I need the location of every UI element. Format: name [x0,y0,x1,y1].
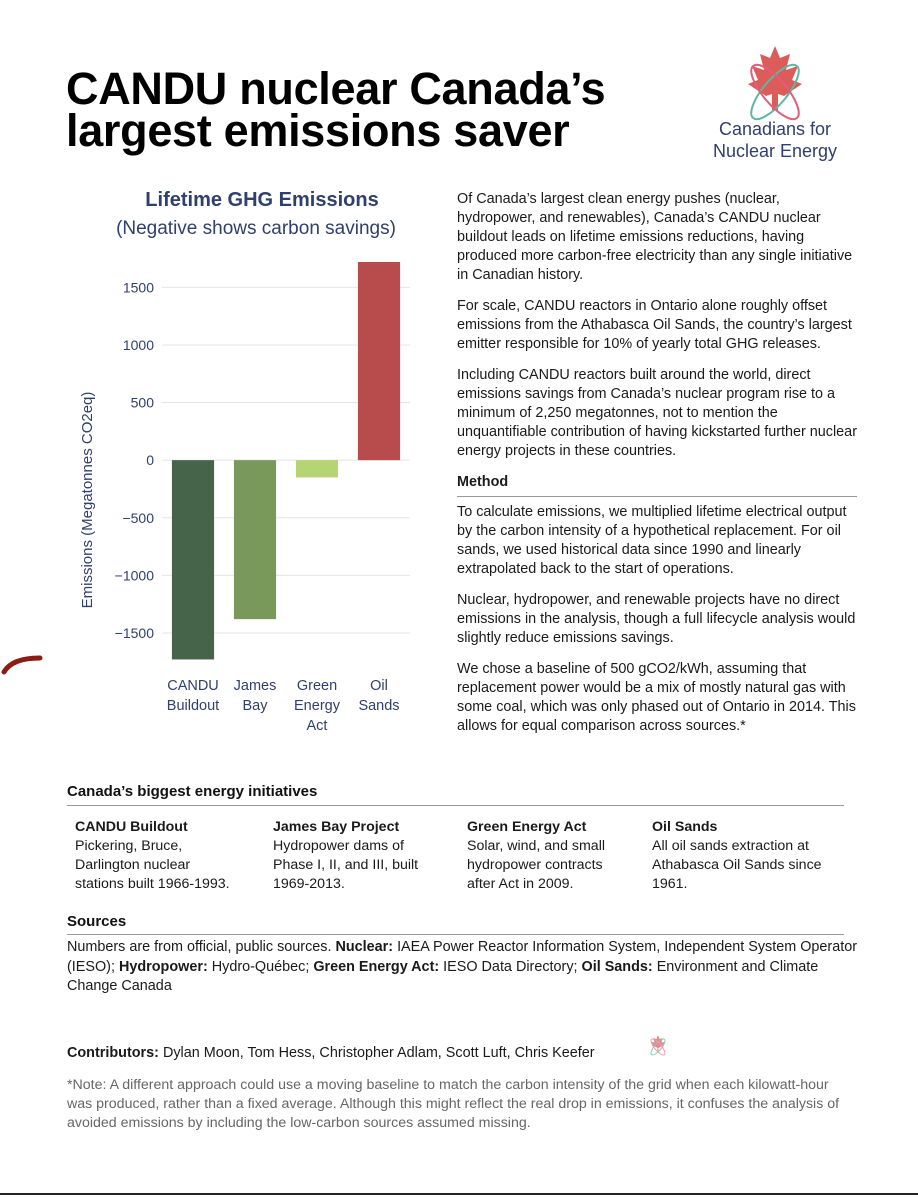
x-tick-label: Sands [358,698,400,714]
x-tick-label: Act [306,718,328,734]
y-tick-label: −500 [122,509,154,526]
method-paragraph-3: We chose a baseline of 500 gCO2/kWh, assuming that replacement power would be a mix of mostly natural gas with some coal, which was only phased out of Ontario in 2014. This allows for equal comparison across sources.* [457,661,856,734]
sources-nuclear-text: IAEA Power Reactor Information System, Independent System Operator (IESO); [67,939,857,975]
sources-gea-label: Green Energy Act: [313,958,440,975]
y-tick-label: 1000 [122,336,154,353]
sources-hydro-text: Hydro-Québec; [211,958,310,975]
y-axis-ticks [115,279,155,641]
initiative-desc-line: Pickering, Bruce, [75,838,183,854]
org-name-line-1: Canadians for [718,119,832,139]
scale-paragraph: For scale, CANDU reactors in Ontario alone roughly offset emissions from the Athabasca Oil Sands, the country’s largest emitter responsible for 10% of yearly total GHG releases. [457,298,852,352]
y-tick-label: −1500 [114,624,154,641]
org-name-line-2: Nuclear Energy [712,141,838,161]
initiative-james-bay [273,818,463,894]
bar-james-bay [234,460,276,619]
x-tick-label: Bay [242,698,268,714]
y-tick-label: −1000 [114,567,154,584]
initiative-desc-line: Athabasca Oil Sands since [652,857,822,873]
sources-hydro-label: Hydropower: [118,958,208,975]
emissions-bar-chart [60,180,430,740]
footnote: *Note: A different approach could use a moving baseline to match the carbon intensity of the grid when each kilowatt-hour was produced, rather than a fixed average. Although this might reflect the real drop in emissions, it confuses the analysis of avoided emissions by including the low-carbon sources assumed missing. [67,1077,840,1131]
sources-oil-text: Environment and Climate Change Canada [67,958,819,994]
body-text-column [457,190,857,748]
sources-gea-text: IESO Data Directory; [443,958,578,975]
initiative-title: CANDU Buildout [75,819,188,835]
title-line-1: CANDU nuclear Canada’s [66,63,606,114]
sources-oil-label: Oil Sands: [581,958,653,975]
sources-text [67,938,857,997]
chart-bars [172,262,400,659]
title-line-2: largest emissions saver [66,105,570,156]
method-heading: Method [457,473,857,497]
initiative-title: James Bay Project [273,819,400,835]
global-paragraph: Including CANDU reactors built around the world, direct emissions savings from Canada’s nuclear program rise to a minimum of 2,250 megatonnes, not to mention the unquantifiable contribution of having kickstarted further nuclear energy projects in these countries. [457,367,857,459]
initiatives-divider [67,805,844,806]
initiative-title: Oil Sands [652,819,718,835]
y-tick-label: 0 [146,452,154,469]
initiative-green-energy-act [467,818,647,894]
initiative-desc-line: stations built 1966-1993. [75,876,230,892]
intro-paragraph: Of Canada’s largest clean energy pushes (nuclear, hydropower, and renewables), Canada’s CANDU nuclear buildout leads on lifetime emissions reductions, having produced more carbon-free electricity than any single initiative in Canadian history. [457,191,853,283]
x-axis-ticks [167,678,400,734]
x-tick-label: Oil [370,678,388,694]
y-axis-label: Emissions (Megatonnes CO2eq) [79,391,96,609]
x-tick-label: CANDU [167,678,219,694]
initiative-desc-line: Hydropower dams of [273,838,404,854]
contributors-label: Contributors: [67,1045,159,1061]
small-atom-logo-icon [645,1033,671,1061]
x-tick-label: James [233,678,277,694]
pen-stroke-mark [0,650,50,680]
initiative-desc-line: 1969-2013. [273,876,345,892]
contributors-line [67,1045,595,1061]
chart-subtitle: (Negative shows carbon savings) [116,218,396,239]
bar-green-energy-act [296,460,338,477]
page-title [66,63,686,156]
initiative-desc-line: All oil sands extraction at [652,838,809,854]
x-tick-label: Buildout [166,698,220,714]
initiative-desc-line: Phase I, II, and III, built [273,857,419,873]
bar-oil-sands [358,262,400,460]
sources-nuclear-label: Nuclear: [335,939,394,955]
sources-heading: Sources [67,913,127,930]
initiative-desc-line: Darlington nuclear [75,857,191,873]
method-paragraph-2: Nuclear, hydropower, and renewable projects have no direct emissions in the analysis, though a full lifecycle analysis would slightly reduce emissions savings. [457,592,856,646]
y-tick-label: 1500 [122,279,154,296]
y-tick-label: 500 [130,394,154,411]
initiative-candu [75,818,265,894]
initiative-desc-line: after Act in 2009. [467,876,574,892]
initiative-desc-line: 1961. [652,876,688,892]
initiative-oil-sands [652,818,852,894]
chart-title: Lifetime GHG Emissions [145,189,379,211]
sources-intro: Numbers are from official, public sources. [67,939,332,955]
x-tick-label: Energy [294,698,340,714]
initiative-desc-line: hydropower contracts [467,857,603,873]
method-paragraph-1: To calculate emissions, we multiplied lifetime electrical output by the carbon intensity of a hypothetical replacement. For oil sands, we used historical data since 1990 and linearly extrapolated back to the start of operations. [457,504,847,577]
sources-divider [67,934,844,935]
bar-candu-buildout [172,460,214,659]
x-tick-label: Green [296,678,338,694]
page-bottom-edge [0,1193,918,1195]
contributors-names: Dylan Moon, Tom Hess, Christopher Adlam, Scott Luft, Chris Keefer [162,1045,595,1061]
initiatives-heading: Canada’s biggest energy initiatives [67,783,318,800]
org-logo-text [690,118,860,162]
initiative-desc-line: Solar, wind, and small [467,838,606,854]
initiative-title: Green Energy Act [467,819,587,835]
